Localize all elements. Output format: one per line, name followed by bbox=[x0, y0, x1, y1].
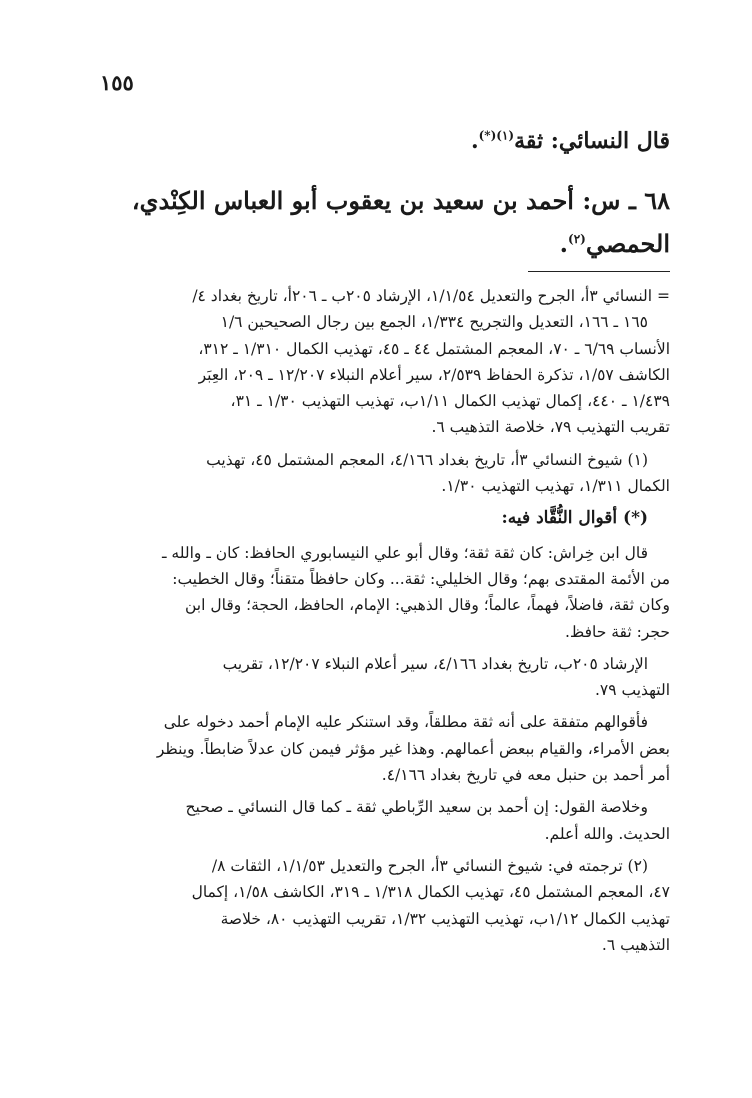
critics-paragraph-1 bbox=[80, 540, 670, 645]
footnote-line: ١/٤٣٩ ـ ٤٤٠، إكمال تهذيب الكمال ١/١١ب، تهذيب التهذيب ١/٣٠ ـ ٣١، bbox=[230, 392, 670, 411]
footnote-line: (١) شيوخ النسائي ٣أ، تاريخ بغداد ٤/١٦٦، المعجم المشتمل ٤٥، تهذيب bbox=[206, 450, 648, 469]
footnote-separator bbox=[528, 271, 670, 272]
paragraph-line: قال ابن خِراش: كان ثقة ثقة؛ وقال أبو علي النيسابوري الحافظ: كان ـ والله ـ bbox=[161, 543, 648, 562]
footnotes bbox=[80, 283, 670, 964]
paragraph-line: الإرشاد ٢٠٥ب، تاريخ بغداد ٤/١٦٦، سير أعلام النبلاء ١٢/٢٠٧، تقريب bbox=[222, 654, 648, 673]
critics-paragraph-3 bbox=[80, 709, 670, 788]
page-number: ١٥٥ bbox=[100, 70, 134, 95]
entry-nisba: الحمصي bbox=[585, 229, 670, 258]
critics-heading: (*) أقوال النُّقَّاد فيه: bbox=[501, 508, 648, 529]
footnote-line: التذهيب ٦. bbox=[601, 935, 670, 954]
footnote-continuation bbox=[80, 283, 670, 441]
entry-title-line: ٦٨ ـ س: أحمد بن سعيد بن يعقوب أبو العباس الكِنْدي، bbox=[131, 186, 670, 215]
main-line-1 bbox=[80, 128, 670, 154]
footnote-line: تقريب التهذيب ٧٩، خلاصة التذهيب ٦. bbox=[431, 418, 670, 437]
paragraph-line: حجر: ثقة حافظ. bbox=[564, 622, 670, 641]
footnote-2 bbox=[80, 853, 670, 958]
footnote-line: ١٦٥ ـ ١٦٦، التعديل والتجريح ١/٣٣٤، الجمع بين رجال الصحيحين ١/٦ bbox=[220, 313, 648, 332]
paragraph-line: بعض الأمراء، والقيام ببعض أعمالهم. وهذا غير مؤثر فيمن كان عدلاً ضابطاً. وينظر bbox=[156, 739, 670, 758]
footnote-line: (٢) ترجمته في: شيوخ النسائي ٣أ، الجرح والتعديل ١/١/٥٣، الثقات ٨/ bbox=[211, 856, 648, 875]
footnote-line: = النسائي ٣أ، الجرح والتعديل ١/١/٥٤، الإرشاد ٢٠٥ب ـ ٢٠٦أ، تاريخ بغداد ٤/ bbox=[192, 287, 670, 305]
main-line-3-end: . bbox=[559, 229, 568, 258]
narrator-statement: قال النسائي: ثقة bbox=[514, 128, 670, 154]
footnote-ref-1: (١)(*) bbox=[478, 128, 515, 143]
paragraph-line: الحديث. والله أعلم. bbox=[544, 824, 670, 843]
critics-paragraph-2 bbox=[80, 651, 670, 704]
critics-paragraph-4 bbox=[80, 794, 670, 847]
footnote-line: الأنساب ٦/٦٩ ـ ٧٠، المعجم المشتمل ٤٤ ـ ٤٥، تهذيب الكمال ١/٣١٠ ـ ٣١٢، bbox=[198, 339, 670, 358]
paragraph-line: أمر أحمد بن حنبل معه في تاريخ بغداد ٤/١٦٦. bbox=[381, 766, 670, 785]
footnote-line: الكاشف ١/٥٧، تذكرة الحفاظ ٢/٥٣٩، سير أعلام النبلاء ١٢/٢٠٧ ـ ٢٠٩، العِبَر bbox=[198, 365, 670, 384]
paragraph-line: وخلاصة القول: إن أحمد بن سعيد الرِّباطي ثقة ـ كما قال النسائي ـ صحيح bbox=[185, 798, 648, 817]
main-text bbox=[80, 128, 670, 263]
footnote-1 bbox=[80, 447, 670, 500]
footnote-line: تهذيب الكمال ١/١٢ب، تهذيب التهذيب ١/٣٢، تقريب التهذيب ٨٠، خلاصة bbox=[220, 909, 670, 928]
paragraph-line: التهذيب ٧٩. bbox=[594, 681, 670, 700]
footnote-line: الكمال ١/٣١١، تهذيب التهذيب ١/٣٠. bbox=[441, 477, 670, 496]
footnote-ref-2: (٢) bbox=[568, 232, 586, 246]
main-line-1-end: . bbox=[470, 128, 479, 154]
paragraph-line: وكان ثقة، فاضلاً، فهماً، عالماً؛ وقال الذهبي: الإمام، الحافظ، الحجة؛ وقال ابن bbox=[185, 596, 670, 615]
paragraph-line: فأقوالهم متفقة على أنه ثقة مطلقاً، وقد استنكر عليه الإمام أحمد دخوله على bbox=[163, 713, 648, 732]
entry-title-line-2 bbox=[80, 220, 670, 263]
paragraph-line: من الأئمة المقتدى بهم؛ وقال الخليلي: ثقة... وكان حافظاً متقناً؛ وقال الخطيب: bbox=[172, 569, 670, 588]
footnote-line: ٤٧، المعجم المشتمل ٤٥، تهذيب الكمال ١/٣١٨ ـ ٣١٩، الكاشف ١/٥٨، إكمال bbox=[191, 883, 670, 902]
